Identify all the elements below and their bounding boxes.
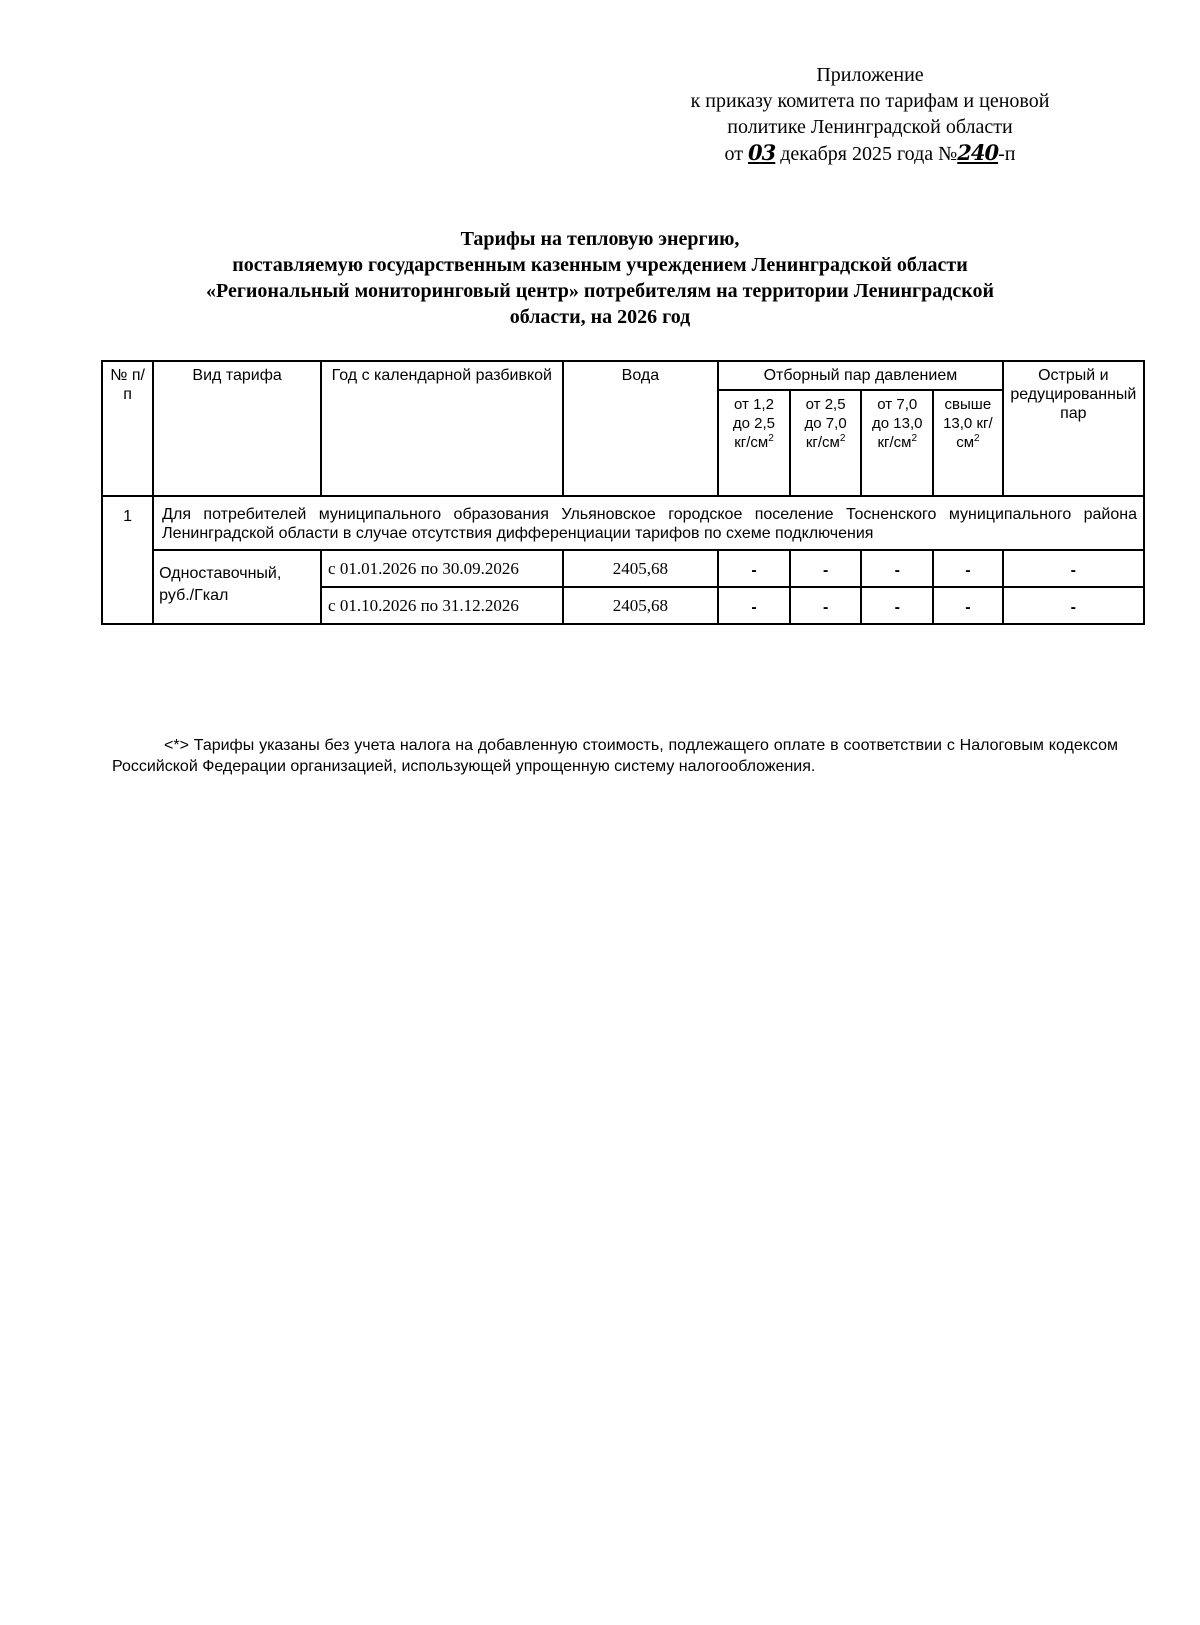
period-cell: с 01.01.2026 по 30.09.2026 — [321, 550, 563, 587]
header-row — [102, 361, 1144, 390]
appendix-line-3: политике Ленинградской области — [727, 116, 1013, 138]
header-steam-3: от 7,0 до 13,0 $кг/см^2$ — [861, 390, 933, 496]
header-steam-2: от 2,5 до 7,0 $кг/см^2$ — [790, 390, 862, 496]
header-water: Вода — [563, 361, 719, 496]
title-line-4: области, на 2026 год — [509, 306, 691, 328]
consumers-description: Для потребителей муниципального образования Ульяновское городское поселение Тосненского муниципального района Ленинградской области в случае отсутствия дифференциации тарифов по схеме подключения — [153, 496, 1144, 550]
title-line-2: поставляемую государственным казенным учреждением Ленинградской области — [232, 254, 968, 276]
period-cell: с 01.10.2026 по 31.12.2026 — [321, 587, 563, 624]
appendix-line-1: Приложение — [816, 64, 924, 86]
footnote: <*> Тарифы указаны без учета налога на добавленную стоимость, подлежащего оплате в соответствии с Налоговым кодексом Российской Федерации организацией, использующей упрощенную систему налогообложения. — [112, 737, 1118, 775]
header-tariff-type: Вид тарифа — [153, 361, 321, 496]
document-title — [100, 226, 1100, 330]
header-steam-1: от 1,2 до 2,5 $кг/см^2$ — [718, 390, 790, 496]
appendix-date-mid: декабря 2025 года № — [775, 143, 958, 165]
appendix-date-prefix: от — [724, 143, 749, 165]
steam-1-cell: - — [718, 587, 790, 624]
steam-4-cell: - — [933, 587, 1003, 624]
sharp-steam-cell: - — [1003, 550, 1144, 587]
sharp-steam-cell: - — [1003, 587, 1144, 624]
header-num: № п/п — [102, 361, 153, 496]
appendix-header — [620, 62, 1120, 167]
tariffs-table — [101, 360, 1145, 625]
header-steam: Отборный пар давлением — [718, 361, 1003, 390]
title-line-3: «Региональный мониторинговый центр» потребителям на территории Ленинградской — [205, 280, 994, 302]
steam-4-cell: - — [933, 550, 1003, 587]
header-steam-4: свыше 13,0 $кг/см^2$ — [933, 390, 1003, 496]
steam-3-cell: - — [861, 587, 933, 624]
header-sharp-steam: Острый и редуцированный пар — [1003, 361, 1144, 496]
header-year: Год с календарной разбивкой — [321, 361, 563, 496]
water-cell: 2405,68 — [563, 550, 719, 587]
steam-2-cell: - — [790, 550, 862, 587]
handwritten-order-number: 240 — [957, 140, 999, 165]
appendix-line-4 — [620, 140, 1120, 167]
steam-2-cell: - — [790, 587, 862, 624]
water-cell: 2405,68 — [563, 587, 719, 624]
handwritten-day: 03 — [748, 140, 776, 165]
appendix-number-suffix: -п — [998, 143, 1016, 165]
title-line-1: Тарифы на тепловую энергию, — [460, 228, 740, 250]
steam-3-cell: - — [861, 550, 933, 587]
steam-1-cell: - — [718, 550, 790, 587]
appendix-line-2: к приказу комитета по тарифам и ценовой — [690, 90, 1050, 112]
tariff-label: Одноставочный, руб./Гкал — [153, 550, 321, 624]
table-row — [102, 550, 1144, 587]
group-row — [102, 496, 1144, 550]
group-num: 1 — [102, 496, 153, 624]
